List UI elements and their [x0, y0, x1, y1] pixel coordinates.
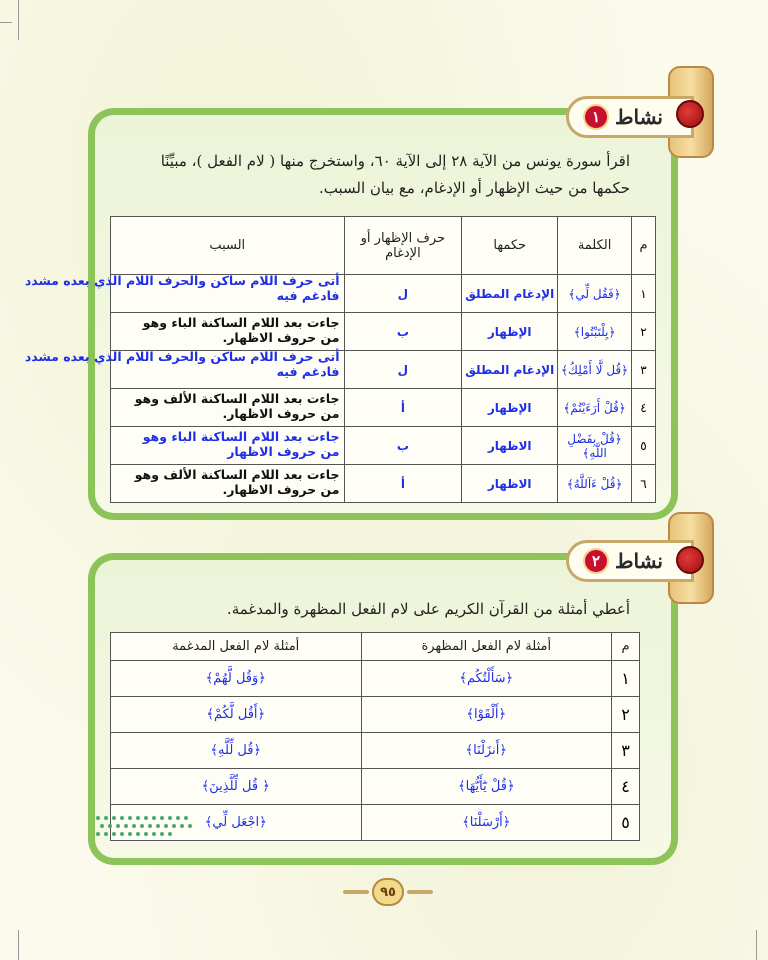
row-num: ٤ [612, 769, 640, 805]
seal-icon [676, 100, 704, 128]
row-reason: جاءت بعد اللام الساكنة الباء وهو من حروف الاظهار [142, 429, 340, 459]
row-izhar: ﴿أَرْسَلْنَا﴾ [361, 805, 612, 841]
instruction-line: اقرأ سورة يونس من الآية ٢٨ إلى الآية ٦٠، واستخرج منها ( لام الفعل )، مبيِّنًا [160, 152, 630, 170]
row-ruling: الإظهار [462, 389, 558, 427]
row-letter: ب [344, 427, 462, 465]
crop-mark [0, 22, 12, 23]
table-row [111, 427, 656, 465]
row-reason-cell [111, 389, 345, 427]
table-header-row [111, 217, 656, 275]
row-num: ٢ [632, 313, 656, 351]
header-izhar: أمثلة لام الفعل المظهرة [361, 633, 612, 661]
row-ruling: الإظهار [462, 313, 558, 351]
row-idgham: ﴿اجْعَل لِّي﴾ [111, 805, 362, 841]
row-letter: أ [344, 465, 462, 503]
row-num: ٣ [612, 733, 640, 769]
row-izhar: ﴿أَنزَلْنَا﴾ [361, 733, 612, 769]
table-row [111, 769, 640, 805]
row-reason: أتى حرف اللام ساكن والحرف اللام الذي بعده مشدد فادغم فيه [24, 273, 340, 303]
table-row [111, 351, 656, 389]
row-num: ٥ [632, 427, 656, 465]
activity-number: ١ [583, 104, 609, 130]
row-letter: ب [344, 313, 462, 351]
row-reason-cell [24, 349, 345, 389]
row-letter: أ [344, 389, 462, 427]
row-word: ﴿قُلْ ءَآللَّهُ﴾ [558, 465, 632, 503]
crop-mark [18, 930, 19, 960]
crop-mark [756, 930, 757, 960]
row-reason: أتى حرف اللام ساكن والحرف اللام الذي بعده مشدد فادغم فيه [24, 349, 340, 379]
row-letter: ل [344, 351, 462, 389]
header-num: م [632, 217, 656, 275]
row-num: ٤ [632, 389, 656, 427]
ornament-flourish [407, 890, 433, 894]
table-row [111, 275, 656, 313]
activity-2-instruction: أعطي أمثلة من القرآن الكريم على لام الفعل المظهرة والمدغمة. [226, 600, 630, 618]
page-number-ornament [340, 872, 436, 912]
row-idgham: ﴿أَقُل لَّكُمْ﴾ [111, 697, 362, 733]
activity-2-tab [566, 540, 694, 582]
table-row [111, 697, 640, 733]
header-word: الكلمة [558, 217, 632, 275]
table-header-row [111, 633, 640, 661]
row-num: ٦ [632, 465, 656, 503]
activity-1-instruction [110, 148, 630, 202]
table-row [111, 465, 656, 503]
row-reason-cell [111, 427, 345, 465]
row-word: ﴿قُل لَّا أَمْلِكُ﴾ [558, 351, 632, 389]
row-ruling: الإدغام المطلق [462, 275, 558, 313]
header-ruling: حكمها [462, 217, 558, 275]
row-ruling: الاظهار [462, 427, 558, 465]
row-word: ﴿يِلْتَبْتُوا﴾ [558, 313, 632, 351]
row-reason: جاءت بعد اللام الساكنة الألف وهو من حروف الاظهار. [134, 391, 340, 421]
header-num: م [612, 633, 640, 661]
row-word: ﴿قُلْ أَرَءَيْتُمْ﴾ [558, 389, 632, 427]
header-idgham: أمثلة لام الفعل المدغمة [111, 633, 362, 661]
activity-title: نشاط [615, 105, 663, 129]
row-idgham: ﴿وَقُل لَّهُمْ﴾ [111, 661, 362, 697]
activity-number: ٢ [583, 548, 609, 574]
table-row [111, 313, 656, 351]
row-num: ١ [612, 661, 640, 697]
page-number: ٩٥ [372, 878, 404, 906]
row-ruling: الاظهار [462, 465, 558, 503]
row-idgham: ﴿قُل لِّلَّهِ﴾ [111, 733, 362, 769]
row-reason-cell [111, 465, 345, 503]
row-letter: ل [344, 275, 462, 313]
ornament-flourish [343, 890, 369, 894]
crop-mark [18, 0, 19, 40]
header-letter: حرف الإظهار أو الإدغام [344, 217, 462, 275]
row-num: ٣ [632, 351, 656, 389]
header-reason: السبب [111, 217, 345, 275]
row-reason: جاءت بعد اللام الساكنة الألف وهو من حروف الاظهار. [134, 467, 340, 497]
row-ruling: الإدغام المطلق [462, 351, 558, 389]
row-izhar: ﴿سَأَلْتُكُم﴾ [361, 661, 612, 697]
table-row [111, 733, 640, 769]
row-reason-cell [111, 313, 345, 351]
row-izhar: ﴿قُلْ يَٰٓأَيُّهَا﴾ [361, 769, 612, 805]
activity-1-table [24, 216, 656, 503]
activity-title: نشاط [615, 549, 663, 573]
decorative-dots [92, 810, 202, 850]
row-word: ﴿قُلْ بِفَضْلِ اللَّهِ﴾ [558, 427, 632, 465]
table-row [111, 661, 640, 697]
table-row [111, 389, 656, 427]
row-num: ٢ [612, 697, 640, 733]
row-reason-cell [24, 273, 345, 313]
activity-1-tab [566, 96, 694, 138]
row-reason: جاءت بعد اللام الساكنة الباء وهو من حروف الاظهار. [142, 315, 340, 345]
row-num: ١ [632, 275, 656, 313]
row-num: ٥ [612, 805, 640, 841]
row-idgham: ﴿ قُل لِّلَّذِينَ﴾ [111, 769, 362, 805]
seal-icon [676, 546, 704, 574]
instruction-line: حكمها من حيث الإظهار أو الإدغام، مع بيان السبب. [318, 179, 630, 197]
row-word: ﴿فَقُل لِّي﴾ [558, 275, 632, 313]
row-izhar: ﴿أَلْقَوْا﴾ [361, 697, 612, 733]
